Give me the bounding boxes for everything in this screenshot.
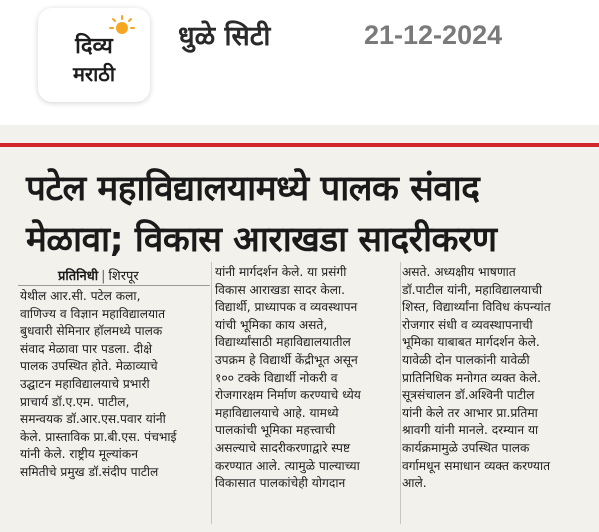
text-line: डॉ.पाटील यांनी, महाविद्यालयाची <box>402 282 543 297</box>
text-line: यावेळी दोन पालकांनी यावेळी <box>402 352 530 367</box>
byline-separator: | <box>101 269 106 284</box>
text-line: वाणिज्य व विज्ञान महाविद्यालयात <box>20 306 166 321</box>
text-line: महाविद्यालयाचे आहे. यामध्ये <box>215 405 339 420</box>
text-line: समितीचे प्रमुख डॉ.संदीप पाटील <box>20 464 159 479</box>
text-line: विकासात पालकांचेही योगदान <box>215 476 346 491</box>
text-line: सूत्रसंचालन डॉ.अश्विनी पाटील <box>402 388 535 403</box>
article-column-2 <box>215 264 400 493</box>
text-line: कार्यक्रमामुळे उपस्थित पालक <box>402 440 530 455</box>
text-line: रोजगारक्षम निर्माण करण्याचे ध्येय <box>215 388 361 403</box>
byline <box>58 266 139 284</box>
article-column-3 <box>402 264 578 493</box>
text-line: उद्घाटन महाविद्यालयाचे प्रभारी <box>20 376 150 391</box>
text-line: संवाद मेळावा पार पडला. दीक्षे <box>20 341 152 356</box>
article-column-1 <box>20 288 210 482</box>
text-line: यांनी केले. राष्ट्रीय मूल्यांकन <box>20 447 138 462</box>
headline-line1: पटेल महाविद्यालयामध्ये पालक संवाद <box>26 169 480 209</box>
text-line: प्राचार्य डॉ.ए.एम. पाटील, <box>20 394 130 409</box>
text-line: उपक्रम हे विद्यार्थी केंद्रीभूत असून <box>215 352 358 367</box>
text-line: यांची भूमिका काय असते, <box>215 317 328 332</box>
text-line: यांनी केले तर आभार प्रा.प्रतिमा <box>402 405 538 420</box>
byline-author: प्रतिनिधी <box>58 269 99 284</box>
logo-card[interactable] <box>38 8 150 102</box>
column-divider <box>211 262 212 524</box>
logo-line2: मराठी <box>72 62 116 86</box>
text-line: १०० टक्के विद्यार्थी नोकरी व <box>215 370 338 385</box>
column-divider <box>400 262 401 524</box>
text-line: समन्वयक डॉ.आर.एस.पवार यांनी <box>20 412 166 427</box>
text-line: पालक उपस्थित होते. मेळाव्याचे <box>20 359 158 374</box>
text-line: श्रावगी यांनी मानले. दरम्यान या <box>402 423 539 438</box>
text-line: वर्गामधून समाधान व्यक्त करण्यात <box>402 458 551 473</box>
text-line: आले. <box>402 476 427 491</box>
text-line: रोजगार संधी व व्यवस्थापनाची <box>402 317 533 332</box>
text-line: प्रातिनिधिक मनोगत व्यक्त केले. <box>402 370 541 385</box>
logo-line1: दिव्य <box>75 34 113 59</box>
text-line: विद्यार्थ्यांसाठी महाविद्यालयातील <box>215 335 351 350</box>
edition-city: धुळे सिटी <box>178 21 271 52</box>
byline-rule <box>18 285 210 286</box>
text-line: असल्याचे सादरीकरणाद्वारे स्पष्ट <box>215 440 351 455</box>
text-line: शिस्त, विद्यार्थ्यांना विविध कंपन्यांत <box>402 300 551 315</box>
text-line: बुधवारी सेमिनार हॉलमध्ये पालक <box>20 324 163 339</box>
text-line: विद्यार्थी, प्राध्यापक व व्यवस्थापन <box>215 300 358 315</box>
text-line: भूमिका याबाबत मार्गदर्शन केले. <box>402 335 540 350</box>
text-line: विकास आराखडा सादर केला. <box>215 282 346 297</box>
byline-place: शिरपूर <box>108 269 139 284</box>
text-line: करण्यात आले. त्यामुळे पाल्याच्या <box>215 458 360 473</box>
text-line: यांनी मार्गदर्शन केले. या प्रसंगी <box>215 265 347 279</box>
top-red-rule <box>0 143 599 147</box>
edition-date: 21-12-2024 <box>364 20 503 50</box>
text-line: पालकांची भूमिका महत्त्वाची <box>215 423 336 438</box>
text-line: येथील आर.सी. पटेल कला, <box>20 289 141 303</box>
text-line: असते. अध्यक्षीय भाषणात <box>402 265 516 279</box>
headline-line2: मेळावा; विकास आराखडा सादरीकरण <box>26 220 497 260</box>
text-line: केले. प्रास्ताविक प्रा.बी.एस. पंचभाई <box>20 429 177 444</box>
